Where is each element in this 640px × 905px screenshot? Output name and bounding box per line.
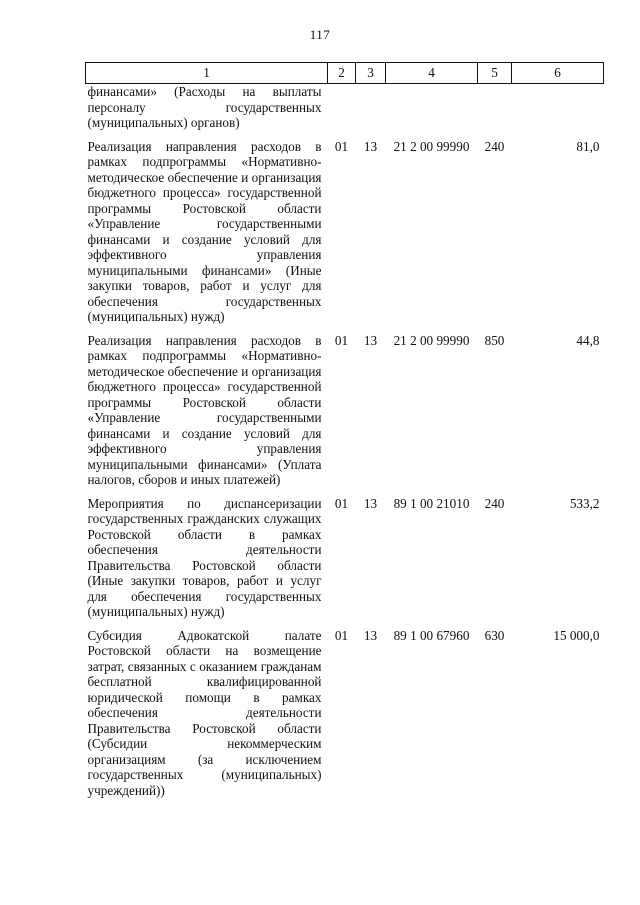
budget-table [85, 62, 604, 806]
header-cell-4: 4 [386, 63, 478, 84]
table-row [86, 139, 604, 333]
row-description-text: Реализация направления расходов в рамках подпрограммы «Нормативно-методическое обеспечение и организация бюджетного процесса» государственной программы Ростовской области «Управление государственными финансами и создание условий для эффективного управления муниципальными финансами» (Уплата налогов, сборов и иных платежей) [87, 332, 322, 487]
header-cell-6: 6 [512, 63, 604, 84]
row-expense-type: 630 [484, 627, 505, 643]
row-subsection: 13 [363, 627, 378, 643]
row-description [86, 139, 328, 333]
row-description-text: Реализация направления расходов в рамках подпрограммы «Нормативно-методическое обеспечение и организация бюджетного процесса» государственной программы Ростовской области «Управление государственными финансами и создание условий для эффективного управления муниципальными финансами» (Иные закупки товаров, работ и услуг для обеспечения государственных (муниципальных) нужд) [87, 138, 322, 324]
row-subsection [356, 84, 386, 139]
row-section: 01 [334, 627, 349, 643]
row-expense-type [478, 84, 512, 139]
row-description-text: финансами» (Расходы на выплаты персоналу государственных (муниципальных) органов) [87, 84, 322, 130]
row-target-code: 89 1 00 67960 [393, 627, 470, 643]
row-section [328, 84, 356, 139]
table-row [86, 333, 604, 496]
row-amount: 533,2 [569, 495, 600, 511]
row-target-code: 21 2 00 99990 [393, 332, 470, 348]
row-section: 01 [334, 332, 349, 348]
row-expense-type: 240 [484, 138, 505, 154]
row-description [86, 333, 328, 496]
row-section: 01 [334, 495, 349, 511]
row-amount [512, 84, 604, 139]
row-subsection: 13 [363, 138, 378, 154]
row-target-code: 89 1 00 21010 [393, 495, 470, 511]
row-target-code: 21 2 00 99990 [393, 138, 470, 154]
header-cell-1: 1 [86, 63, 328, 84]
page-number: 117 [309, 27, 331, 42]
row-subsection: 13 [363, 495, 378, 511]
header-cell-3: 3 [356, 63, 386, 84]
row-description [86, 628, 328, 807]
row-amount: 15 000,0 [553, 627, 600, 643]
header-cell-2: 2 [328, 63, 356, 84]
row-amount: 44,8 [576, 332, 600, 348]
row-expense-type: 850 [484, 332, 505, 348]
row-description-text: Субсидия Адвокатской палате Ростовской области на возмещение затрат, связанных с оказанием гражданам бесплатной квалифицированной юридической помощи в рамках обеспечения деятельности Правительства Ростовской области (Субсидии некоммерческим организациям (за исключением государственных (муниципальных) учреждений)) [87, 627, 322, 798]
row-target-code [386, 84, 478, 139]
row-description [86, 84, 328, 139]
row-description-text: Мероприятия по диспансеризации государственных гражданских служащих Ростовской области в рамках обеспечения деятельности Правительства Ростовской области (Иные закупки товаров, работ и услуг для обеспечения государственных (муниципальных) нужд) [87, 495, 322, 619]
row-subsection: 13 [363, 332, 378, 348]
row-amount: 81,0 [576, 138, 600, 154]
row-description [86, 496, 328, 628]
row-expense-type: 240 [484, 495, 505, 511]
row-section: 01 [334, 138, 349, 154]
table-row [86, 628, 604, 807]
table-row [86, 496, 604, 628]
header-row [86, 63, 604, 84]
header-cell-5: 5 [478, 63, 512, 84]
table-row [86, 84, 604, 139]
